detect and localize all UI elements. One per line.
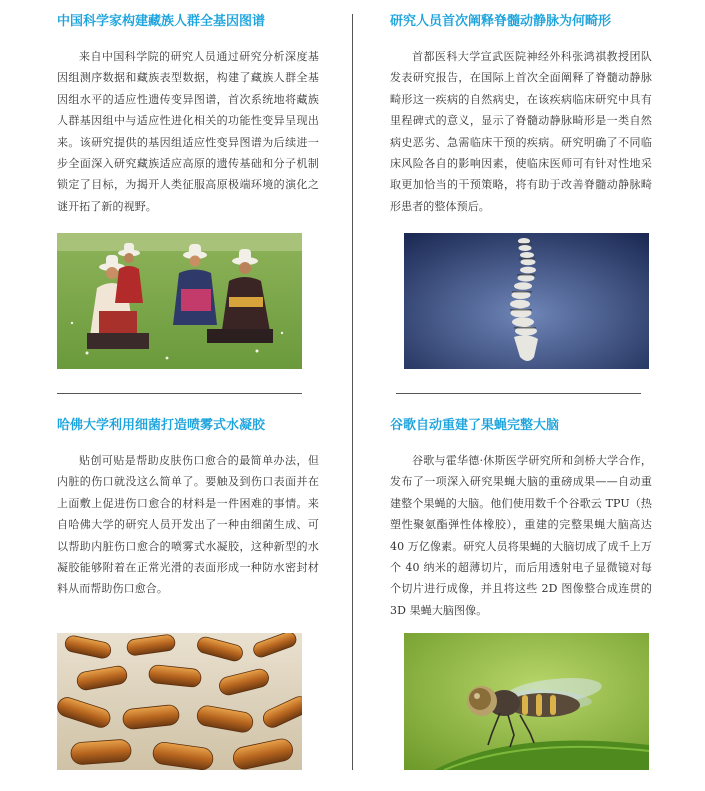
- article-bacterial-hydrogel: [57, 416, 319, 600]
- article-title: 中国科学家构建藏族人群全基因图谱: [57, 14, 266, 29]
- photo-bacteria: [57, 633, 302, 770]
- article-spinal-avm: [390, 12, 652, 217]
- photo-spine: [404, 233, 649, 369]
- section-divider: [396, 393, 641, 394]
- article-body: 首都医科大学宣武医院神经外科张鸿祺教授团队发表研究报告，在国际上首次全面阐释了脊髓动静脉畸形这一疾病的自然病史，在该疾病临床研究中具有里程碑式的意义，显示了脊髓动静脉畸形是一类自然病史恶劣、急需临床干预的疾病。研究明确了不同临床风险各自的影响因素，使临床医师可有针对性地采取更加恰当的干预策略，将有助于改善脊髓动静脉畸形患者的整体预后。: [390, 50, 652, 213]
- article-tibetan-genome: [57, 12, 319, 217]
- article-title: 哈佛大学利用细菌打造喷雾式水凝胶: [57, 418, 266, 433]
- article-body: 谷歌与霍华德·休斯医学研究所和剑桥大学合作，发布了一项深入研究果蝇大脑的重磅成果——自动重建整个果蝇的大脑。他们使用数千个谷歌云 TPU（热塑性聚氨酯弹性体橡胶），重建的完整果蝇大脑高达 40 万亿像素。研究人员将果蝇的大脑切成了成千上万个 40 纳米的超薄切片，而后用透射电子显微镜对每个切片进行成像，并且将这些 2D 图像整合成连贯的 3D 果蝇大脑图像。: [390, 454, 652, 617]
- article-title: 研究人员首次阐释脊髓动静脉为何畸形: [390, 14, 612, 29]
- article-fruit-fly-brain: [390, 416, 652, 621]
- photo-tibetan-people: [57, 233, 302, 369]
- column-divider: [352, 14, 353, 770]
- article-body: 来自中国科学院的研究人员通过研究分析深度基因组测序数据和藏族表型数据，构建了藏族人群全基因组水平的适应性遗传变异图谱，首次系统地将藏族人群基因组中与适应性进化相关的功能性变异呈现出来。该研究提供的基因组适应性变异图谱为后续进一步全面深入研究藏族适应高原的遗传基础和分子机制锁定了目标，为揭开人类征服高原极端环境的演化之谜开拓了新的视野。: [57, 50, 319, 213]
- article-body: 贴创可贴是帮助皮肤伤口愈合的最简单办法，但内脏的伤口就没这么简单了。要触及到伤口表面并在上面敷上促进伤口愈合的材料是一件困难的事情。来自哈佛大学的研究人员开发出了一种由细菌生成、可以帮助内脏伤口愈合的喷雾式水凝胶，这种新型的水凝胶能够附着在正常光滑的表面形成一种防水密封材料从而帮助伤口愈合。: [57, 454, 319, 596]
- photo-fruit-fly: [404, 633, 649, 770]
- section-divider: [57, 393, 302, 394]
- article-title: 谷歌自动重建了果蝇完整大脑: [390, 418, 560, 433]
